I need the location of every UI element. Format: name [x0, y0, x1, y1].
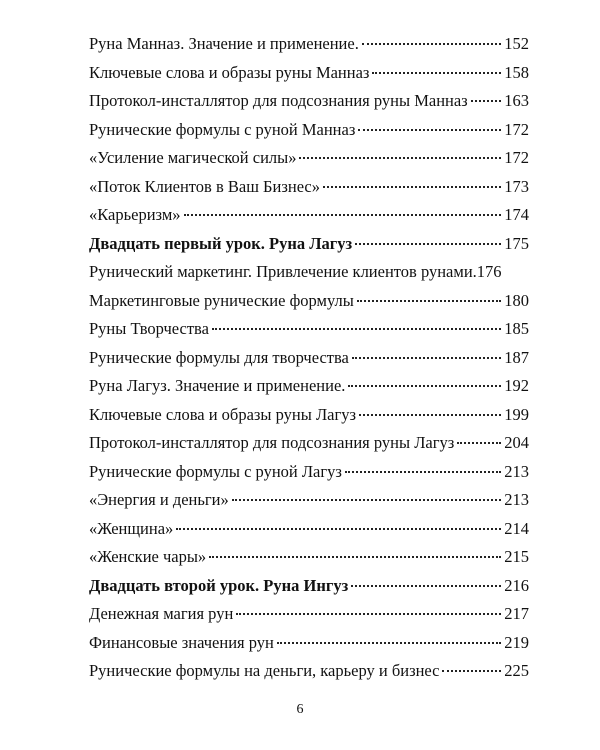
toc-entry-title: «Усиление магической силы» [89, 148, 297, 167]
toc-entry-page: 192 [504, 376, 529, 395]
toc-entry[interactable] [89, 486, 529, 515]
page-number: 6 [296, 702, 304, 717]
toc-entry-page: 172 [504, 148, 529, 167]
toc-entry-title: «Энергия и деньги» [89, 490, 229, 509]
toc-lesson-heading[interactable] [89, 230, 529, 259]
toc-entry-page: 158 [504, 62, 529, 82]
toc-entry-page: 216 [504, 575, 529, 595]
toc-entry-title: Руны Творчества [89, 319, 209, 338]
toc-entry[interactable] [89, 344, 529, 373]
toc-entry-title: «Карьеризм» [89, 205, 181, 224]
toc-entry-title: «Поток Клиентов в Ваш Бизнес» [89, 176, 320, 196]
dot-leader [355, 243, 501, 245]
dot-leader [176, 528, 501, 530]
toc-entry[interactable] [89, 30, 529, 59]
dot-leader [358, 129, 501, 131]
dot-leader [442, 670, 501, 672]
toc-entry-title: Руна Лагуз. Значение и применение. [89, 376, 346, 395]
toc-entry[interactable] [89, 429, 529, 458]
toc-entry[interactable] [89, 543, 529, 572]
dot-leader [209, 556, 501, 558]
toc-entry[interactable] [89, 59, 529, 88]
toc-entry-page: 214 [504, 518, 529, 538]
toc-entry-title: Протокол-инсталлятор для подсознания руны Манназ [89, 91, 468, 110]
toc-entry-title: Рунические формулы с руной Лагуз [89, 461, 342, 481]
toc-entry[interactable] [89, 372, 529, 401]
toc-entry-page: 187 [504, 347, 529, 367]
toc-entry[interactable] [89, 600, 529, 629]
toc-entry-page: 225 [504, 661, 529, 680]
toc-entry-title: Рунические формулы для творчества [89, 347, 349, 367]
toc-entry-title: Рунический маркетинг. Привлечение клиентов рунами. [89, 262, 477, 281]
toc-entry[interactable] [89, 258, 529, 287]
toc-entry-title: Финансовые значения рун [89, 632, 274, 652]
toc-entry-page: 204 [504, 433, 529, 452]
toc-entry-page: 152 [504, 34, 529, 53]
toc-entry[interactable] [89, 173, 529, 202]
toc-entry-page: 174 [504, 205, 529, 224]
toc-entry-page: 213 [504, 490, 529, 509]
dot-leader [372, 72, 501, 74]
toc-entry[interactable] [89, 287, 529, 316]
toc-entry[interactable] [89, 458, 529, 487]
toc-entry-title: «Женские чары» [89, 547, 207, 566]
toc-entry-title: «Женщина» [89, 518, 174, 538]
dot-leader [362, 43, 501, 45]
toc-entry[interactable] [89, 201, 529, 230]
toc-entry[interactable] [89, 657, 529, 686]
toc-entry-page: 173 [504, 176, 529, 196]
dot-leader [184, 214, 502, 216]
toc-entry-page: 180 [504, 290, 529, 310]
table-of-contents [89, 30, 529, 686]
dot-leader [348, 385, 501, 387]
toc-entry-title: Ключевые слова и образы руны Лагуз [89, 404, 356, 424]
toc-entry-title: Руна Манназ. Значение и применение. [89, 34, 359, 53]
toc-entry-page: 215 [504, 547, 529, 566]
toc-entry-page: 185 [504, 319, 529, 338]
toc-entry-title: Двадцать первый урок. Руна Лагуз [89, 233, 353, 253]
toc-entry[interactable] [89, 629, 529, 658]
toc-entry-title: Рунические формулы на деньги, карьеру и бизнес [89, 661, 440, 680]
toc-entry-title: Рунические формулы с руной Манназ [89, 119, 356, 139]
dot-leader [277, 642, 501, 644]
toc-entry-title: Ключевые слова и образы руны Манназ [89, 62, 370, 82]
toc-entry-page: 199 [504, 404, 529, 424]
toc-entry-page: 217 [504, 604, 529, 623]
toc-entry-page: 213 [504, 461, 529, 481]
toc-entry-page: 175 [504, 233, 529, 253]
dot-leader [323, 186, 501, 188]
toc-entry-page: 176 [476, 262, 502, 281]
toc-entry-title: Маркетинговые рунические формулы [89, 290, 354, 310]
dot-leader [359, 414, 501, 416]
toc-lesson-heading[interactable] [89, 572, 529, 601]
dot-leader [351, 585, 501, 587]
toc-entry[interactable] [89, 401, 529, 430]
dot-leader [299, 157, 501, 159]
dot-leader [345, 471, 501, 473]
toc-entry[interactable] [89, 116, 529, 145]
toc-entry-title: Протокол-инсталлятор для подсознания руны Лагуз [89, 433, 455, 452]
toc-entry[interactable] [89, 515, 529, 544]
toc-entry[interactable] [89, 87, 529, 116]
toc-entry-page: 163 [504, 91, 529, 110]
dot-leader [212, 328, 501, 330]
dot-leader [232, 499, 502, 501]
dot-leader [471, 100, 502, 102]
toc-entry-page: 219 [504, 632, 529, 652]
toc-entry-title: Двадцать второй урок. Руна Ингуз [89, 575, 349, 595]
dot-leader [236, 613, 501, 615]
toc-entry-page: 172 [504, 119, 529, 139]
toc-entry[interactable] [89, 315, 529, 344]
toc-entry[interactable] [89, 144, 529, 173]
dot-leader [357, 300, 501, 302]
toc-entry-title: Денежная магия рун [89, 604, 234, 623]
dot-leader [352, 357, 501, 359]
dot-leader [457, 442, 501, 444]
